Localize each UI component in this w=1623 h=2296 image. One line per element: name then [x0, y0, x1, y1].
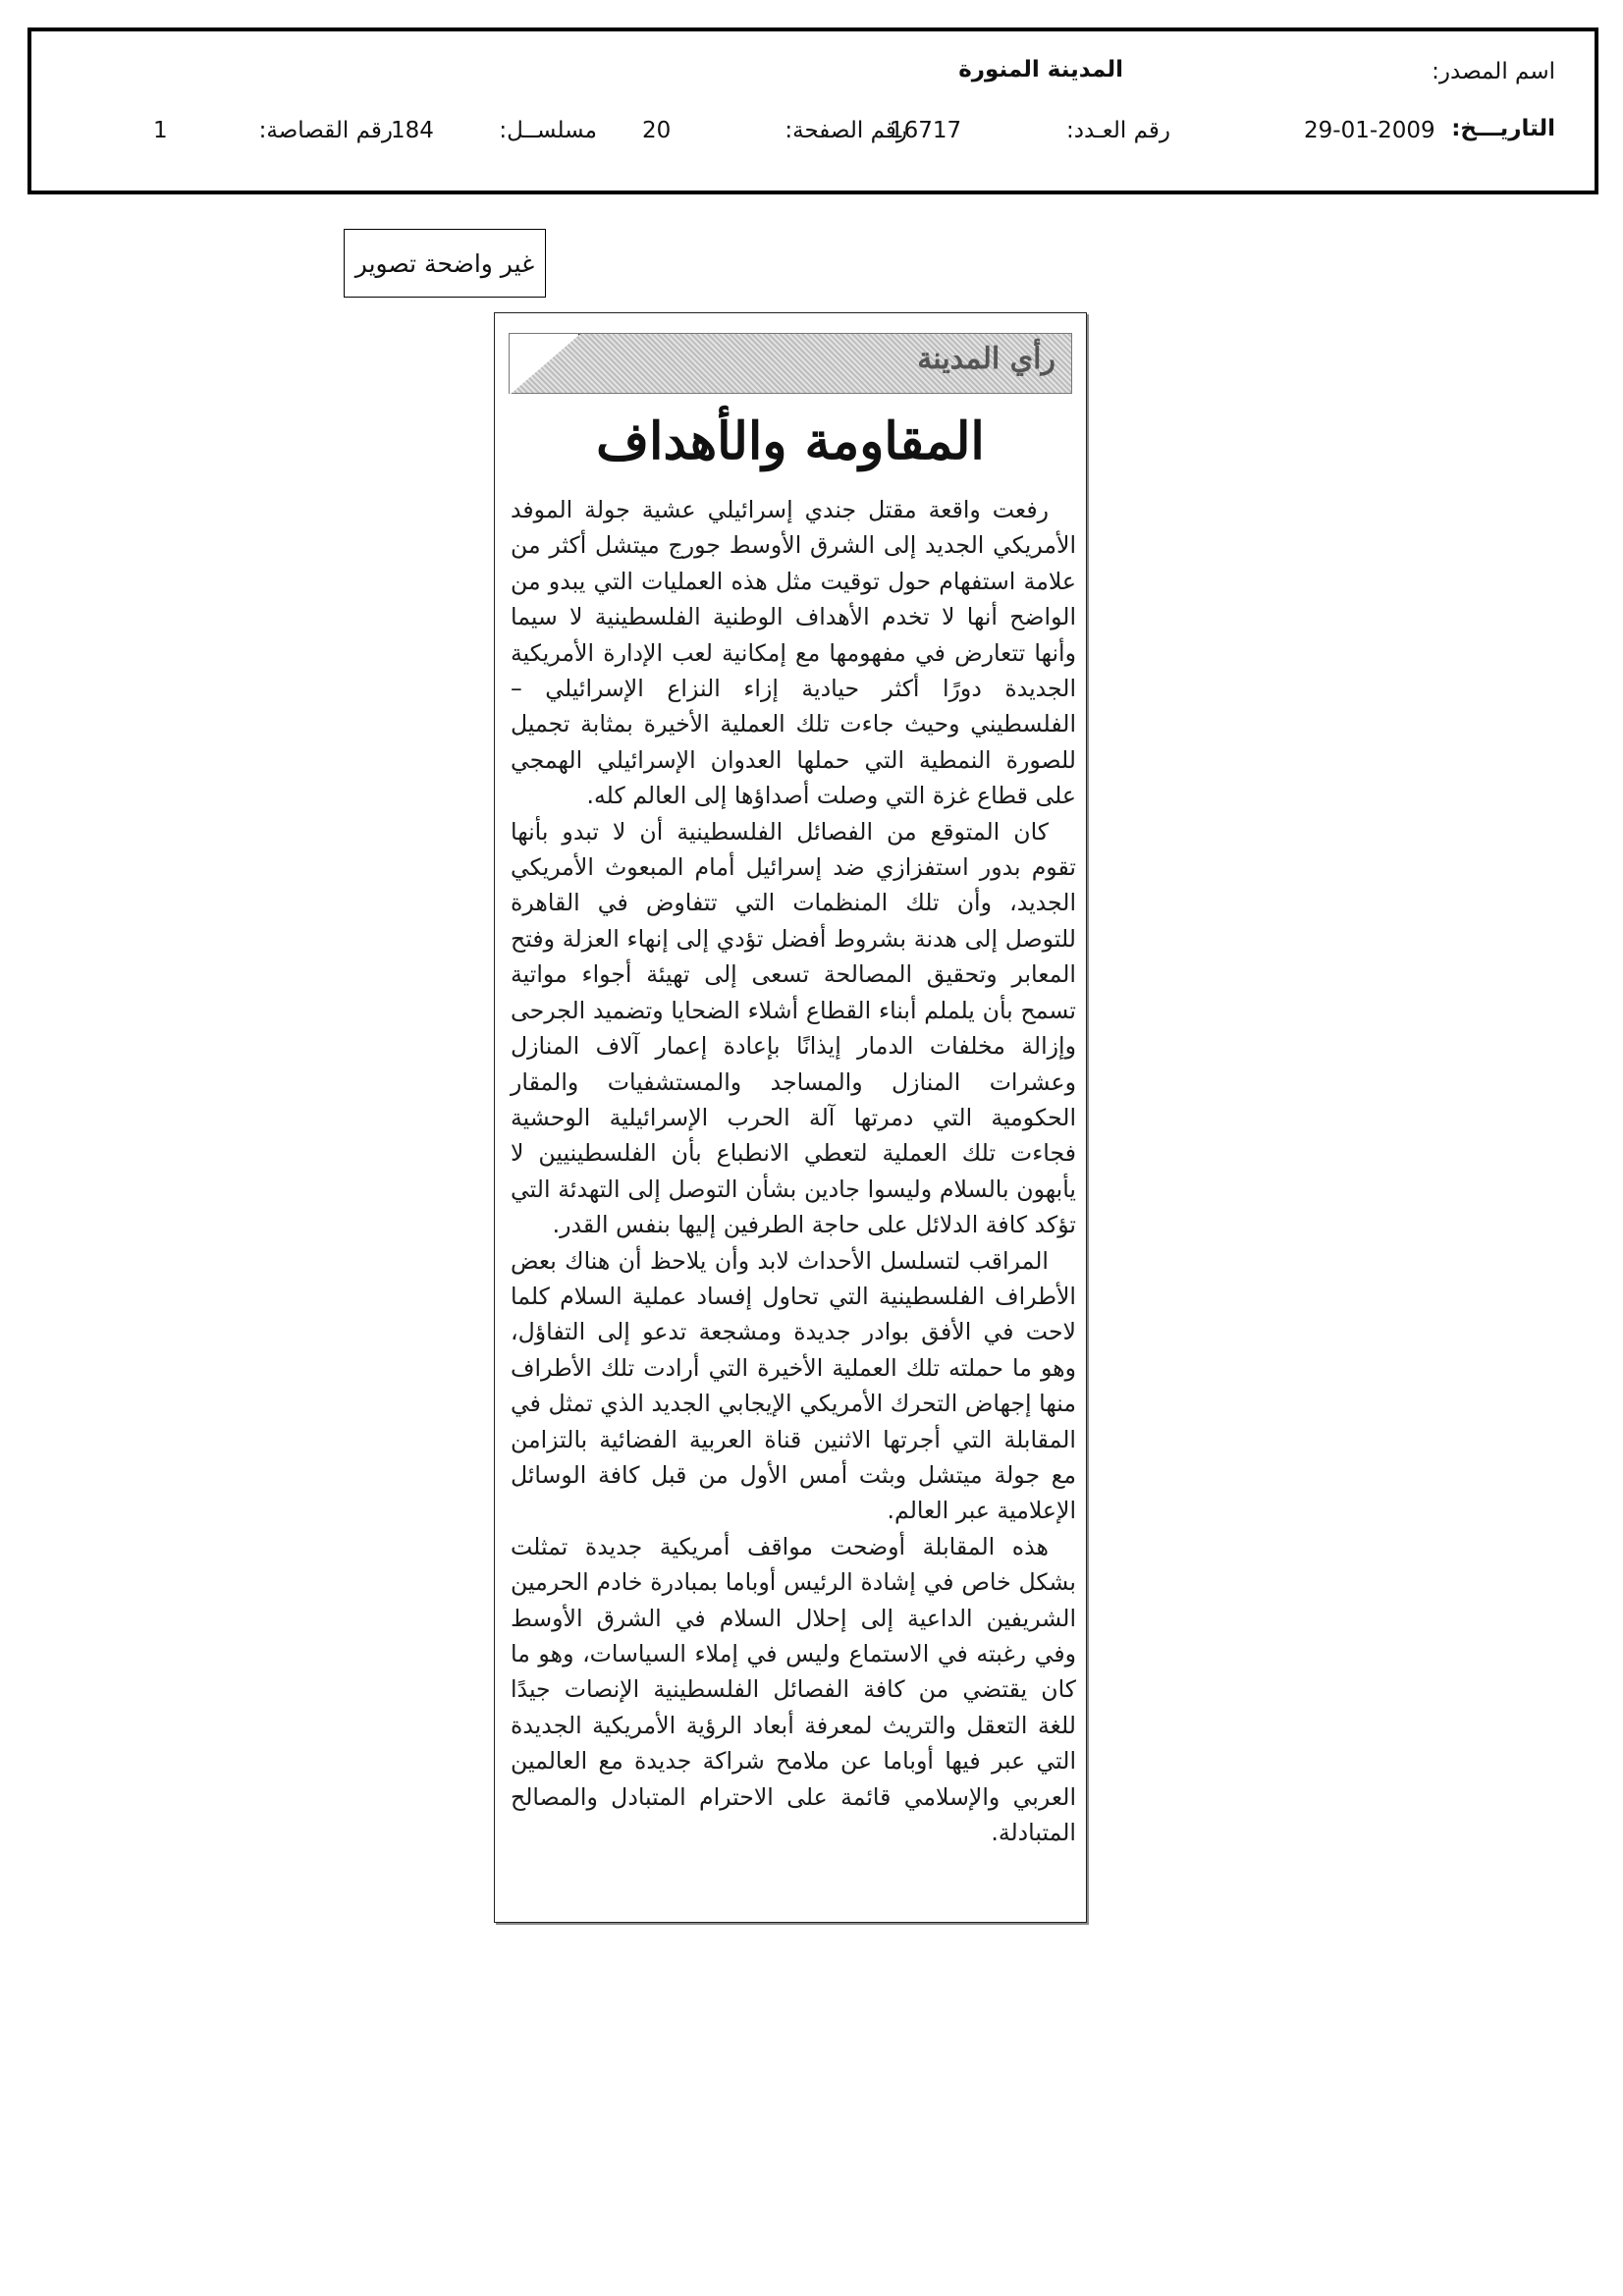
paragraph-text: رفعت واقعة مقتل جندي إسرائيلي عشية جولة الموفد الأمريكي الجديد إلى الشرق الأوسط جورج ميتشل أكثر من علامة استفهام حول توقيت مثل هذه العمليات التي يبدو من الواضح أنها لا تخدم الأهداف الوطنية الفلسطينية لا سيما وأنها تتعارض في مفهومها مع إمكانية لعب الإدارة الأمريكية الجديدة دورًا أكثر حيادية إزاء النزاع الإسرائيلي – الفلسطيني وحيث جاءت تلك العملية الأخيرة بمثابة تجميل للصورة النمطية التي حملها العدوان الإسرائيلي الهمجي على قطاع غزة التي وصلت أصداؤها إلى العالم كله.	[511, 496, 1076, 810]
page-value: 20	[642, 118, 672, 143]
issue-label: رقم العـدد:	[1065, 118, 1170, 143]
section-banner	[509, 333, 1072, 394]
article-body	[511, 492, 1076, 1850]
newspaper-clipping	[494, 312, 1087, 1923]
banner-corner-icon	[510, 334, 580, 395]
article-paragraph	[511, 1243, 1076, 1529]
article-paragraph	[511, 814, 1076, 1243]
clip-number-label: رقم القصاصة:	[258, 118, 393, 143]
serial-value: 184	[391, 118, 434, 143]
note-text: غير واضحة تصوير	[354, 248, 535, 278]
paragraph-text: هذه المقابلة أوضحت مواقف أمريكية جديدة تمثلت بشكل خاص في إشادة الرئيس أوباما بمبادرة خادم الحرمين الشريفين الداعية إلى إحلال السلام في الشرق الأوسط وفي رغبته في الاستماع وليس في إملاء السياسات، وهو ما كان يقتضي من كافة الفصائل الفلسطينية الإنصات جيدًا للغة التعقل والتريث لمعرفة أبعاد الرؤية الأمريكية الجديدة التي عبر فيها أوباما عن ملامح شراكة جديدة مع العالمين العربي والإسلامي قائمة على الاحترام المتبادل والمصالح المتبادلة.	[511, 1532, 1076, 1847]
paragraph-text: كان المتوقع من الفصائل الفلسطينية أن لا تبدو بأنها تقوم بدور استفزازي ضد إسرائيل أمام المبعوث الأمريكي الجديد، وأن تلك المنظمات التي تتفاوض في القاهرة للتوصل إلى هدنة بشروط أفضل تؤدي إلى إنهاء العزلة وفتح المعابر وتحقيق المصالحة تسعى إلى تهيئة أجواء مواتية تسمح بأن يلملم أبناء القطاع أشلاء الضحايا وتضميد الجرحى وإزالة مخلفات الدمار إيذانًا بإعادة إعمار آلاف المنازل وعشرات المنازل والمساجد والمستشفيات والمقار الحكومية التي دمرتها آلة الحرب الإسرائيلية الوحشية فجاءت تلك العملية لتعطي الانطباع بأن الفلسطينيين لا يأبهون بالسلام وليسوا جادين بشأن التوصل إلى التهدئة التي تؤكد كافة الدلائل على حاجة الطرفين إليها بنفس القدر.	[511, 817, 1076, 1239]
paragraph-text: المراقب لتسلسل الأحداث لابد وأن يلاحظ أن هناك بعض الأطراف الفلسطينية التي تحاول إفساد عملية السلام كلما لاحت في الأفق بوادر جديدة ومشجعة تدعو إلى التفاؤل، وهو ما حملته تلك العملية الأخيرة التي أرادت تلك الأطراف منها إجهاض التحرك الأمريكي الإيجابي الجديد الذي تمثل في المقابلة التي أجرتها الاثنين قناة العربية الفضائية بالتزامن مع جولة ميتشل وبثت أمس الأول من قبل كافة الوسائل الإعلامية عبر العالم.	[511, 1246, 1076, 1525]
clip-number-value: 1	[153, 118, 168, 143]
serial-label: مسلســل:	[499, 118, 597, 143]
article-paragraph	[511, 1529, 1076, 1851]
article-title: المقاومة والأهداف	[596, 411, 985, 471]
clipping-header	[27, 27, 1598, 194]
section-label: رأي المدينة	[917, 342, 1055, 376]
page-label: رقم الصفحة:	[784, 118, 907, 143]
date-value: 29-01-2009	[1304, 118, 1435, 143]
date-label: التاريـــخ:	[1451, 116, 1555, 141]
source-value: المدينة المنورة	[958, 57, 1123, 82]
source-label: اسم المصدر:	[1432, 59, 1555, 84]
article-paragraph	[511, 492, 1076, 814]
unclear-scan-note	[344, 229, 546, 298]
issue-value: 16717	[890, 118, 962, 143]
